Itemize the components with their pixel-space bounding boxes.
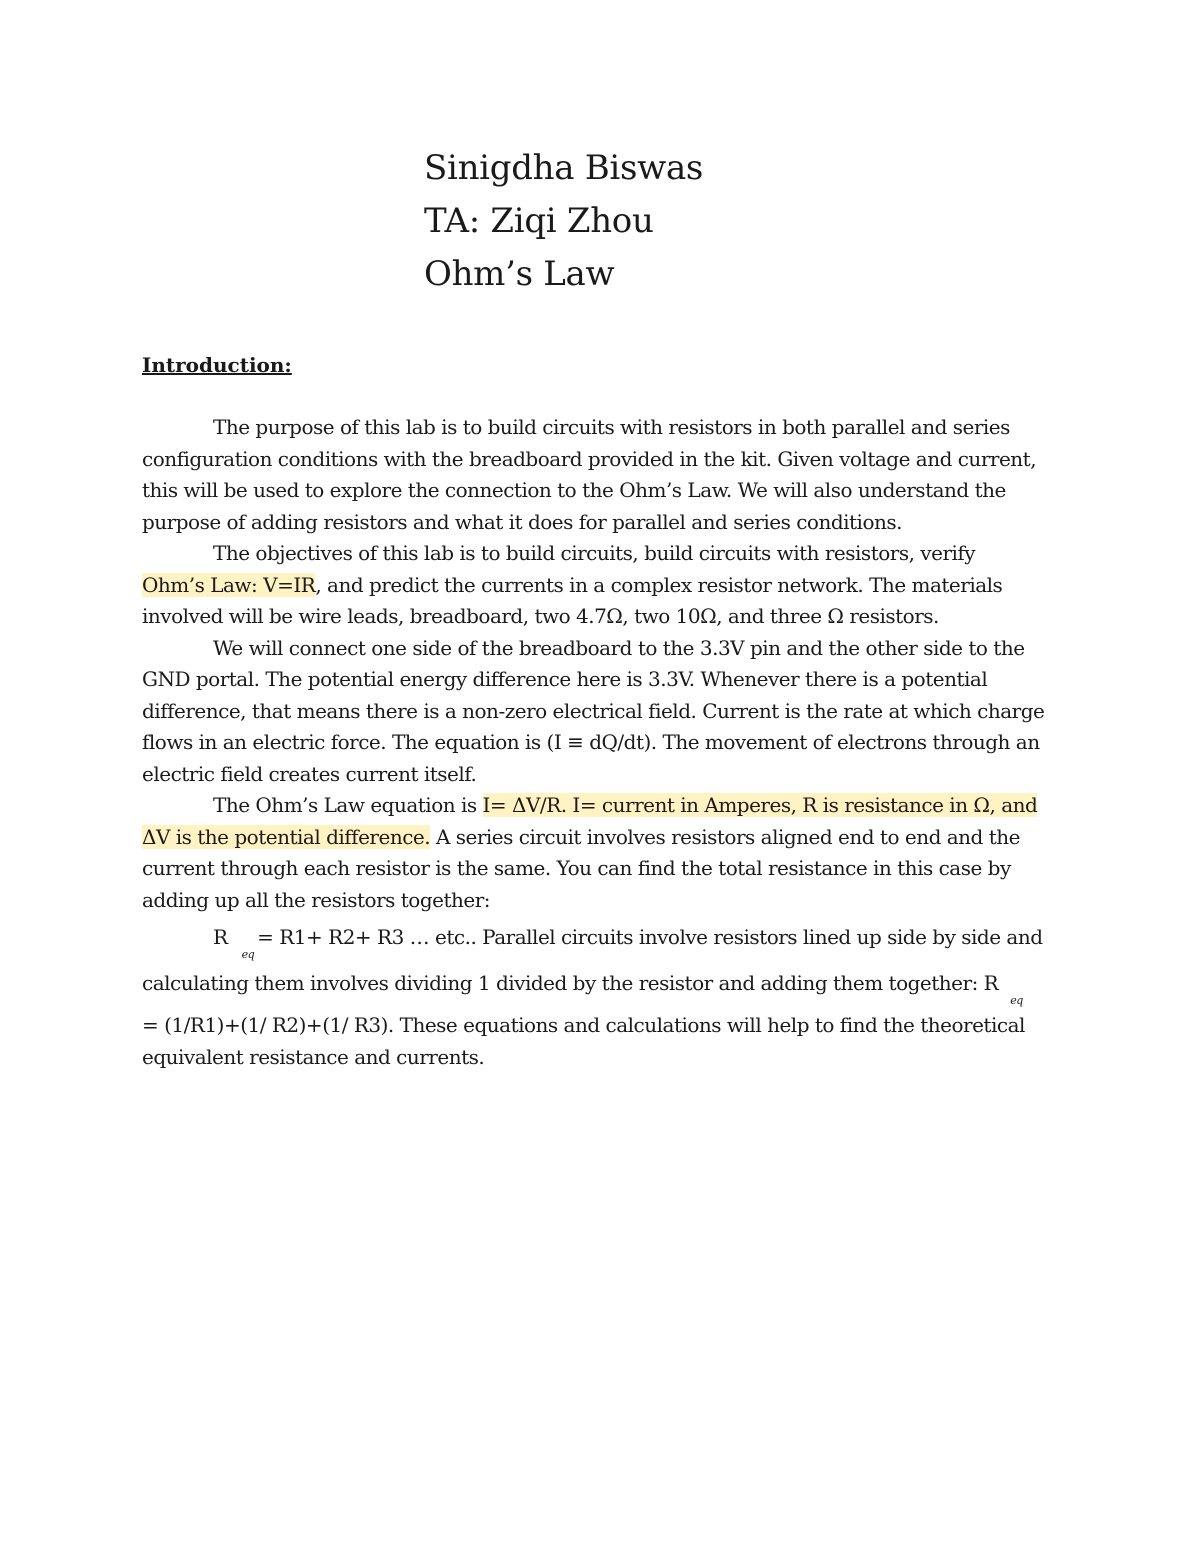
equivalent-resistance-line	[142, 916, 1057, 962]
paragraph-objectives	[142, 538, 1057, 633]
document-title: Ohm’s Law	[424, 254, 615, 294]
document-header	[424, 142, 703, 301]
parallel-circuit-text: calculating them involves dividing 1 divided by the resistor and adding them together: R	[142, 971, 999, 995]
introduction-body	[142, 412, 1057, 1073]
objectives-text-continued: , and predict the currents in a complex resistor network. The materials involved will be wire leads, breadboard, two 4.7Ω, two 10Ω, and three Ω resistors.	[142, 572, 1003, 628]
paragraph-ohms-equation	[142, 790, 1057, 916]
ohms-equation-intro: The Ohm’s Law equation is	[213, 793, 483, 817]
eq-subscript-2: eq	[1010, 994, 1023, 1007]
author-name: Sinigdha Biswas	[424, 148, 704, 188]
highlight-ohms-law: Ohm’s Law: V=IR	[142, 572, 316, 597]
objectives-text: The objectives of this lab is to build circuits, build circuits with resistors, verify	[213, 541, 976, 565]
series-formula-text: = R1+ R2+ R3 … etc.. Parallel circuits involve resistors lined up side by side and	[257, 925, 1043, 949]
paragraph-purpose: The purpose of this lab is to build circuits with resistors in both parallel and series configuration conditions with the breadboard provided in the kit. Given voltage and current, this will be used to explore the connection to the Ohm’s Law. We will also understand the purpose of adding resistors and what it does for parallel and series conditions.	[142, 415, 1037, 534]
parallel-circuit-line	[142, 962, 1057, 1008]
introduction-heading: Introduction:	[142, 353, 292, 377]
r-symbol: R	[213, 925, 228, 949]
eq-subscript: eq	[241, 948, 255, 961]
paragraph-parallel-formula: = (1/R1)+(1/ R2)+(1/ R3). These equations and calculations will help to find the theoretical equivalent resistance and currents.	[142, 1013, 1025, 1069]
paragraph-potential-difference: We will connect one side of the breadboard to the 3.3V pin and the other side to the GND portal. The potential energy difference here is 3.3V. Whenever there is a potential difference, that means there is a non-zero electrical field. Current is the rate at which charge flows in an electric force. The equation is (I ≡ dQ/dt). The movement of electrons through an electric field creates current itself.	[142, 635, 1045, 786]
series-circuit-text: A series circuit involves resistors aligned end to end and the current through each resistor is the same. You can find the total resistance in this case by adding up all the resistors together:	[142, 824, 1020, 912]
ta-name: TA: Ziqi Zhou	[424, 201, 654, 241]
highlight-ohms-equation: I= ΔV/R. I= current in Amperes, R is resistance in Ω, and ΔV is the potential difference.	[142, 793, 1038, 849]
